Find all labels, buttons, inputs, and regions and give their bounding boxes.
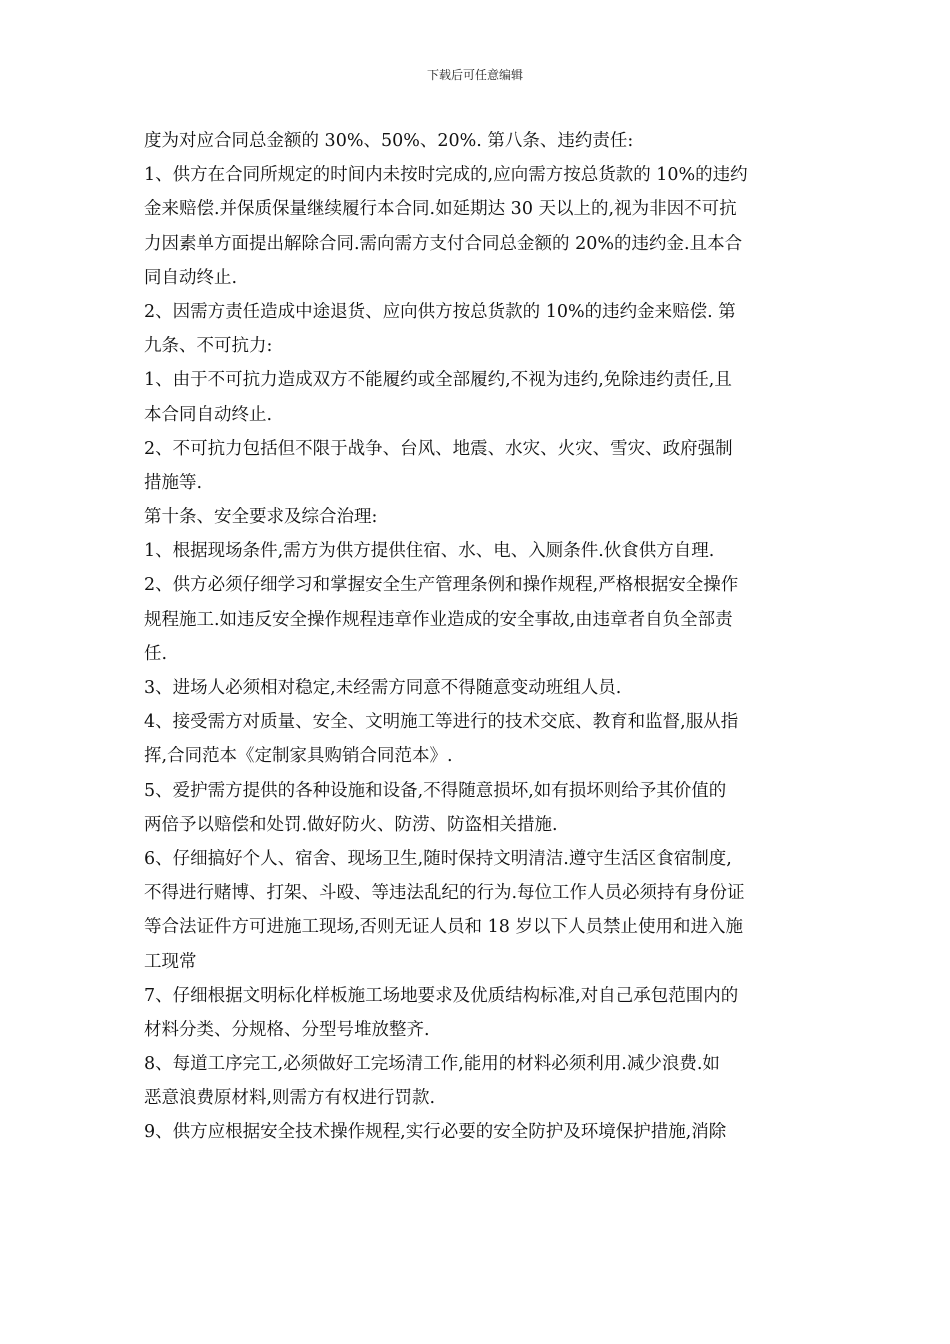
text-line: 1、由于不可抗力造成双方不能履约或全部履约,不视为违约,免除违约责任,且: [144, 370, 732, 391]
text-line: 材料分类、分规格、分型号堆放整齐.: [144, 1019, 430, 1040]
text-line: 挥,合同范本《定制家具购销合同范本》.: [144, 746, 453, 767]
document-body: [144, 124, 809, 1150]
text-line: 两倍予以赔偿和处罚.做好防火、防涝、防盗相关措施.: [144, 814, 558, 835]
text-line: 九条、不可抗力:: [144, 336, 273, 357]
text-line: 任.: [144, 643, 168, 664]
text-line: 4、接受需方对质量、安全、文明施工等进行的技术交底、教育和监督,服从指: [144, 712, 739, 733]
text-line: 措施等.: [144, 472, 203, 493]
text-line: 同自动终止.: [144, 267, 238, 288]
text-line: 2、因需方责任造成中途退货、应向供方按总货款的 10%的违约金来赔偿. 第: [144, 301, 736, 322]
text-line: 不得进行赌博、打架、斗殴、等违法乱纪的行为.每位工作人员必须持有身份证: [144, 883, 745, 904]
text-line: 1、根据现场条件,需方为供方提供住宿、水、电、入厕条件.伙食供方自理.: [144, 541, 715, 562]
text-line: 9、供方应根据安全技术操作规程,实行必要的安全防护及环境保护措施,消除: [144, 1122, 727, 1143]
text-line: 3、进场人必须相对稳定,未经需方同意不得随意变动班组人员.: [144, 678, 622, 698]
text-line: 等合法证件方可进施工现场,否则无证人员和 18 岁以下人员禁止使用和进入施: [144, 917, 743, 938]
page-header: 下载后可任意编辑: [426, 68, 523, 82]
text-line: 力因素单方面提出解除合同.需向需方支付合同总金额的 20%的违约金.且本合: [144, 233, 743, 254]
text-line: 工现常: [144, 951, 197, 972]
text-line: 2、不可抗力包括但不限于战争、台风、地震、水灾、火灾、雪灾、政府强制: [144, 438, 733, 459]
text-line: 第十条、安全要求及综合治理:: [144, 507, 378, 528]
text-line: 6、仔细搞好个人、宿舍、现场卫生,随时保持文明清洁.遵守生活区食宿制度,: [144, 848, 732, 869]
text-line: 规程施工.如违反安全操作规程违章作业造成的安全事故,由违章者自负全部责: [144, 609, 733, 630]
text-line: 度为对应合同总金额的 30%、50%、20%. 第八条、违约责任:: [144, 131, 634, 151]
text-line: 2、供方必须仔细学习和掌握安全生产管理条例和操作规程,严格根据安全操作: [144, 575, 739, 596]
text-line: 7、仔细根据文明标化样板施工场地要求及优质结构标准,对自己承包范围内的: [144, 985, 739, 1006]
text-line: 1、供方在合同所规定的时间内未按时完成的,应向需方按总货款的 10%的违约: [144, 165, 748, 186]
text-line: 5、爱护需方提供的各种设施和设备,不得随意损坏,如有损坏则给予其价值的: [144, 780, 727, 801]
text-line: 恶意浪费原材料,则需方有权进行罚款.: [144, 1088, 436, 1109]
text-line: 金来赔偿.并保质保量继续履行本合同.如延期达 30 天以上的,视为非因不可抗: [144, 199, 737, 220]
text-line: 8、每道工序完工,必须做好工完场清工作,能用的材料必须利用.减少浪费.如: [144, 1054, 720, 1075]
text-line: 本合同自动终止.: [144, 404, 273, 425]
